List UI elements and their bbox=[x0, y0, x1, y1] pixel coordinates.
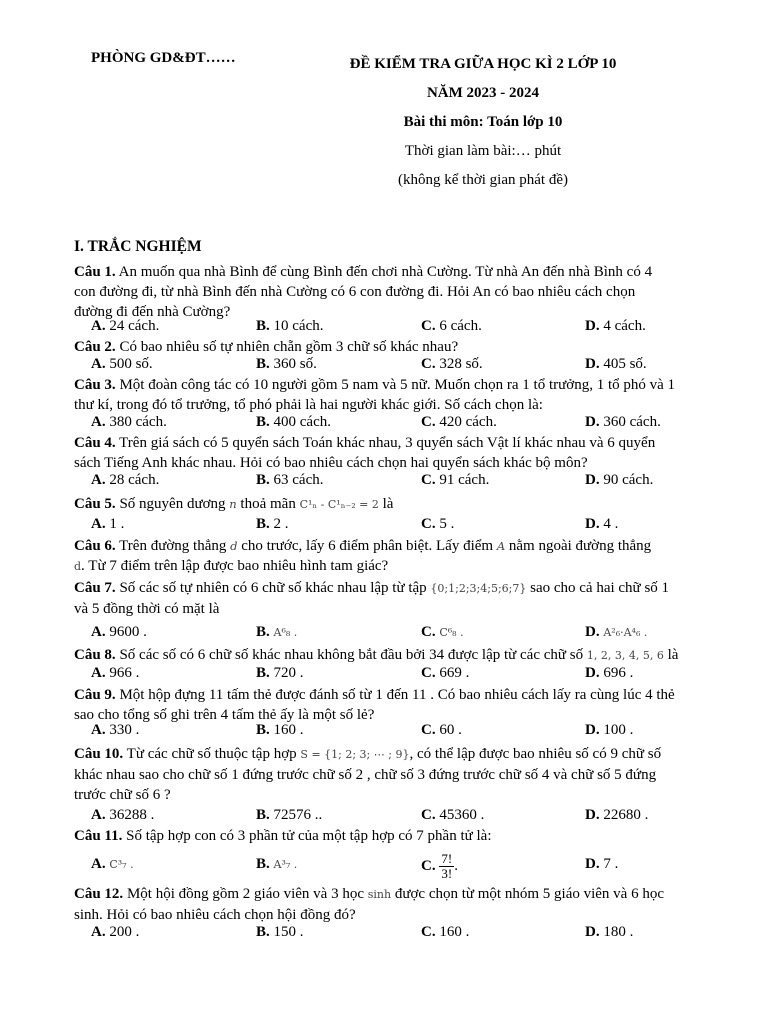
math-digits: 1, 2, 3, 4, 5, 6 bbox=[586, 649, 664, 662]
option-c: C. 328 số. bbox=[421, 356, 483, 372]
exam-title: ĐỀ KIỂM TRA GIỮA HỌC KÌ 2 LỚP 10 bbox=[349, 56, 617, 72]
question-8: Câu 8. Số các số có 6 chữ số khác nhau không bắt đầu bởi 34 được lập từ các chữ số 1, 2, 3, 4, 5, 6 là bbox=[74, 647, 679, 663]
question-label: Câu 9. bbox=[74, 687, 116, 703]
option-a: A. 1 . bbox=[91, 516, 125, 532]
options-7 bbox=[91, 624, 731, 644]
option-d: D. 4 cách. bbox=[585, 318, 646, 334]
option-a: A. 36288 . bbox=[91, 807, 155, 823]
option-b: B. 160 . bbox=[256, 722, 304, 738]
question-text: sách Tiếng Anh khác nhau. Hỏi có bao nhiêu cách chọn hai quyển sách khác bộ môn? bbox=[74, 455, 588, 471]
question-text: Số tập hợp con có 3 phần tử của một tập hợp có 7 phần tử là: bbox=[126, 828, 492, 844]
option-b: B. 72576 .. bbox=[256, 807, 323, 823]
options-12 bbox=[91, 924, 731, 944]
options-4 bbox=[91, 472, 731, 492]
question-label: Câu 10. bbox=[74, 746, 124, 762]
question-text: khác nhau sao cho chữ số 1 đứng trước chữ số 2 , chữ số 3 đứng trước chữ số 4 và chữ số 5 đứng bbox=[74, 767, 657, 783]
option-b: B. A³₇ . bbox=[256, 856, 298, 872]
option-a: A. 200 . bbox=[91, 924, 140, 940]
option-b: B. 10 cách. bbox=[256, 318, 324, 334]
question-label: Câu 7. bbox=[74, 580, 116, 596]
question-label: Câu 8. bbox=[74, 647, 116, 663]
question-label: Câu 4. bbox=[74, 435, 116, 451]
question-label: Câu 11. bbox=[74, 828, 123, 844]
option-b: B. 63 cách. bbox=[256, 472, 324, 488]
option-b: B. A⁶₈ . bbox=[256, 624, 298, 640]
question-text: Một đoàn công tác có 10 người gồm 5 nam và 5 nữ. Muốn chọn ra 1 tổ trưởng, 1 tổ phó và 1 bbox=[119, 377, 676, 393]
option-a: A. C³₇ . bbox=[91, 856, 134, 872]
question-text: trước chữ số 6 ? bbox=[74, 787, 171, 803]
options-2 bbox=[91, 356, 731, 376]
option-d: D. 90 cách. bbox=[585, 472, 654, 488]
math-set: S = {1; 2; 3; ⋯ ; 9} bbox=[300, 748, 410, 761]
math-variable: A bbox=[496, 539, 506, 553]
question-text: thư kí, trong đó tổ trưởng, tổ phó phải là hai người khác giới. Số cách chọn là: bbox=[74, 397, 543, 413]
option-a: A. 24 cách. bbox=[91, 318, 160, 334]
math-variable: d bbox=[74, 560, 82, 573]
math-variable: d bbox=[230, 539, 238, 553]
math-variable: sinh bbox=[367, 888, 392, 901]
question-6: Câu 6. Trên đường thẳng d cho trước, lấy 6 điểm phân biệt. Lấy điểm A nằm ngoài đường thẳng d. Từ 7 điểm trên lập được bao nhiêu hình tam giác? bbox=[74, 538, 652, 574]
question-label: Câu 3. bbox=[74, 377, 116, 393]
question-2 bbox=[74, 337, 734, 357]
option-d: D. 22680 . bbox=[585, 807, 649, 823]
options-10 bbox=[91, 807, 731, 827]
options-8 bbox=[91, 665, 731, 685]
question-text: đường đi đến nhà Cường? bbox=[74, 304, 231, 320]
option-b: B. 720 . bbox=[256, 665, 304, 681]
question-text: An muốn qua nhà Bình để cùng Bình đến chơi nhà Cường. Từ nhà An đến nhà Bình có 4 bbox=[118, 264, 653, 280]
option-c: C. 160 . bbox=[421, 924, 470, 940]
question-label: Câu 5. bbox=[74, 496, 116, 512]
question-9 bbox=[74, 685, 734, 725]
question-text: con đường đi, từ nhà Bình đến nhà Cường có 6 con đường đi. Hỏi An có bao nhiêu cách chọn bbox=[74, 284, 636, 300]
question-7: Câu 7. Số các số tự nhiên có 6 chữ số khác nhau lập từ tập {0;1;2;3;4;5;6;7} sao cho cả hai chữ số 1 và 5 đồng thời có mặt là bbox=[74, 580, 670, 617]
option-d: D. 360 cách. bbox=[585, 414, 661, 430]
option-c: C. 6 cách. bbox=[421, 318, 482, 334]
options-1 bbox=[91, 318, 731, 338]
option-a: A. 500 số. bbox=[91, 356, 153, 372]
option-b: B. 150 . bbox=[256, 924, 304, 940]
department-name: PHÒNG GD&ĐT…… bbox=[91, 50, 236, 66]
options-3 bbox=[91, 414, 731, 434]
exam-duration: Thời gian làm bài:… phút bbox=[404, 143, 562, 159]
question-label: Câu 6. bbox=[74, 538, 116, 554]
option-c: C. 91 cách. bbox=[421, 472, 490, 488]
option-a: A. 330 . bbox=[91, 722, 140, 738]
option-d: D. 405 số. bbox=[585, 356, 647, 372]
question-3 bbox=[74, 375, 734, 415]
option-c: C. 5 . bbox=[421, 516, 455, 532]
option-d: D. 100 . bbox=[585, 722, 634, 738]
question-label: Câu 1. bbox=[74, 264, 116, 280]
section-title: I. TRẮC NGHIỆM bbox=[74, 238, 202, 255]
option-b: B. 400 cách. bbox=[256, 414, 331, 430]
question-11 bbox=[74, 826, 734, 846]
question-text: sao cho tổng số ghi trên 4 tấm thẻ ấy là một số lẻ? bbox=[74, 707, 375, 723]
fraction: $\frac{7!}{3!}$ bbox=[441, 851, 453, 881]
options-5 bbox=[91, 516, 731, 536]
question-label: Câu 12. bbox=[74, 886, 124, 902]
option-d: D. 696 . bbox=[585, 665, 634, 681]
question-12: Câu 12. Một hội đồng gồm 2 giáo viên và 3 học sinh được chọn từ một nhóm 5 giáo viên và 6 học sinh. Hỏi có bao nhiêu cách chọn hội đồng đó? bbox=[74, 886, 664, 923]
option-a: A. 9600 . bbox=[91, 624, 147, 640]
option-b: B. 360 số. bbox=[256, 356, 317, 372]
exam-note: (không kể thời gian phát đề) bbox=[398, 172, 568, 188]
question-5: Câu 5. Số nguyên dương n thoả mãn C¹ₙ - C¹ₙ₋₂ = 2 là bbox=[74, 496, 394, 512]
question-1 bbox=[74, 262, 734, 322]
math-set: {0;1;2;3;4;5;6;7} bbox=[430, 582, 527, 595]
option-c: C. 669 . bbox=[421, 665, 470, 681]
option-d: D. A²₆·A⁴₆ . bbox=[585, 624, 648, 640]
question-text: Có bao nhiêu số tự nhiên chẵn gồm 3 chữ số khác nhau? bbox=[119, 339, 459, 355]
question-text: Một hộp đựng 11 tấm thẻ được đánh số từ 1 đến 11 . Có bao nhiêu cách lấy ra cùng lúc 4 thẻ bbox=[119, 687, 675, 703]
exam-year: NĂM 2023 - 2024 bbox=[426, 85, 540, 101]
option-a: A. 380 cách. bbox=[91, 414, 167, 430]
question-label: Câu 2. bbox=[74, 339, 116, 355]
option-b: B. 2 . bbox=[256, 516, 289, 532]
option-d: D. 4 . bbox=[585, 516, 619, 532]
math-formula: C¹ₙ - C¹ₙ₋₂ = 2 bbox=[299, 498, 379, 511]
option-c: C. 420 cách. bbox=[421, 414, 497, 430]
question-10: Câu 10. Từ các chữ số thuộc tập hợp S = {1; 2; 3; ⋯ ; 9}, có thể lập được bao nhiêu số có 9 chữ số khác nhau sao cho chữ số 1 đứng trước chữ số 2 , chữ số 3 đứng trước chữ số 4 và chữ số 5 đứng trước chữ số 6 ? bbox=[74, 746, 662, 803]
option-a: A. 966 . bbox=[91, 665, 140, 681]
options-9 bbox=[91, 722, 731, 742]
option-c: C. $\frac{7!}{3!}$ . bbox=[421, 851, 458, 881]
option-c: C. 60 . bbox=[421, 722, 462, 738]
option-d: D. 180 . bbox=[585, 924, 634, 940]
question-text: Trên giá sách có 5 quyển sách Toán khác nhau, 3 quyển sách Vật lí khác nhau và 6 quyển bbox=[119, 435, 656, 451]
exam-subject: Bài thi môn: Toán lớp 10 bbox=[403, 114, 563, 130]
question-4 bbox=[74, 433, 734, 473]
option-c: C. 45360 . bbox=[421, 807, 485, 823]
options-11 bbox=[91, 852, 731, 886]
option-c: C. C⁶₈ . bbox=[421, 624, 464, 640]
option-d: D. 7 . bbox=[585, 856, 619, 872]
option-a: A. 28 cách. bbox=[91, 472, 160, 488]
math-variable: n bbox=[229, 497, 237, 511]
